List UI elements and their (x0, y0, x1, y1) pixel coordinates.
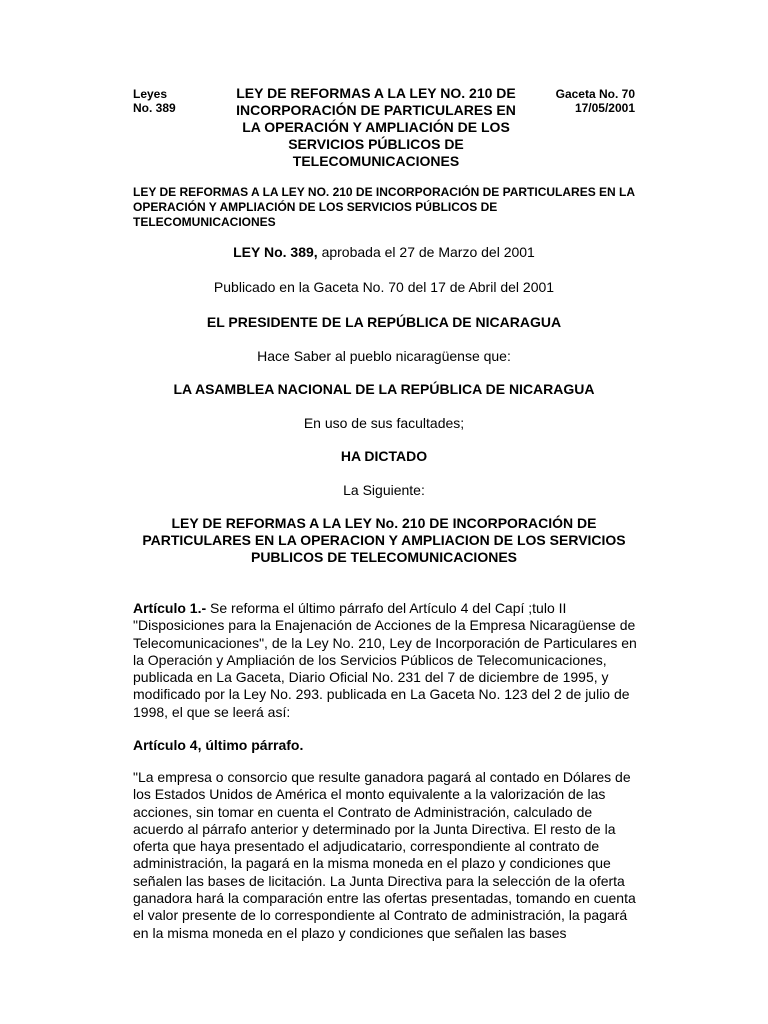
title-line: TELECOMUNICACIONES (292, 153, 460, 169)
title-line: INCORPORACIÓN DE PARTICULARES EN (236, 102, 516, 118)
gazette-number: Gaceta No. 70 (555, 87, 635, 101)
gazette-date: 17/05/2001 (574, 101, 635, 115)
law-series-line2: No. 389 (133, 101, 176, 115)
law-number: LEY No. 389, (233, 244, 318, 260)
title-line: LA OPERACIÓN Y AMPLIACIÓN DE LOS (242, 119, 510, 135)
title-line: LEY DE REFORMAS A LA LEY NO. 210 DE (236, 85, 516, 101)
law-title-line: PARTICULARES EN LA OPERACION Y AMPLIACION DE LOS SERVICIOS (142, 532, 626, 548)
publication-line: Publicado en la Gaceta No. 70 del 17 de Abril del 2001 (213, 279, 555, 295)
law-title-line: PUBLICOS DE TELECOMUNICACIONES (250, 549, 517, 565)
law-approval-line (120, 244, 648, 260)
ha-dictado-heading: HA DICTADO (340, 448, 428, 464)
article-4-heading: Artículo 4, último párrafo. (133, 737, 304, 753)
article-1-paragraph (133, 600, 641, 721)
uso-facultades-line: En uso de sus facultades; (303, 415, 465, 431)
article-1-heading: Artículo 1.- (133, 600, 207, 616)
law-series-label (133, 87, 176, 115)
document-title (216, 85, 536, 170)
article-4-text: "La empresa o consorcio que resulte ganadora pagará al contado en Dólares de los Estados Unidos de América el monto equivalente a la valorización de las acciones, sin tomar en cuenta el Contrato de Administración, calculado de acuerdo al párrafo anterior y determinado por la Junta Directiva. El resto de la oferta que haya presentado el adjudicatario, correspondiente al contrato de administración, la pagará en la misma moneda en el plazo y condiciones que señalen las bases de licitación. La Junta Directiva para la selección de la oferta ganadora hará la comparación entre las ofertas presentadas, tomando en cuenta el valor presente de lo correspondiente al Contrato de administración, la pagará en la misma moneda en el plazo y condiciones que señalen las bases (133, 769, 636, 941)
law-approval-date: aprobada el 27 de Marzo del 2001 (317, 244, 535, 260)
law-title (120, 515, 648, 566)
article-1-text: Se reforma el último párrafo del Artículo 4 del Capí ;tulo II "Disposiciones para la Enajenación de Acciones de la Empresa Nicaragüense de Telecomunicaciones", de la Ley No. 210, Ley de Incorporación de Particulares en la Operación y Ampliación de los Servicios Públicos de Telecomunicaciones, publicada en La Gaceta, Diario Oficial No. 231 del 7 de diciembre de 1995, y modificado por la Ley No. 293. publicada en La Gaceta No. 123 del 2 de julio de 1998, el que se leerá así: (133, 600, 637, 720)
document-subtitle: LEY DE REFORMAS A LA LEY NO. 210 DE INCORPORACIÓN DE PARTICULARES EN LA OPERACIÓN Y AMPLIACIÓN DE LOS SERVICIOS PÚBLICOS DE TELECOMUNICACIONES (133, 185, 635, 229)
president-heading: EL PRESIDENTE DE LA REPÚBLICA DE NICARAGUA (206, 314, 562, 330)
law-series-line1: Leyes (133, 87, 168, 101)
gazette-label (556, 87, 635, 115)
law-title-line: LEY DE REFORMAS A LA LEY No. 210 DE INCORPORACIÓN DE (171, 515, 597, 531)
asamblea-heading: LA ASAMBLEA NACIONAL DE LA REPÚBLICA DE NICARAGUA (173, 381, 595, 397)
hace-saber-line: Hace Saber al pueblo nicaragüense que: (257, 348, 511, 364)
title-line: SERVICIOS PÚBLICOS DE (288, 136, 464, 152)
la-siguiente-line: La Siguiente: (343, 482, 425, 498)
